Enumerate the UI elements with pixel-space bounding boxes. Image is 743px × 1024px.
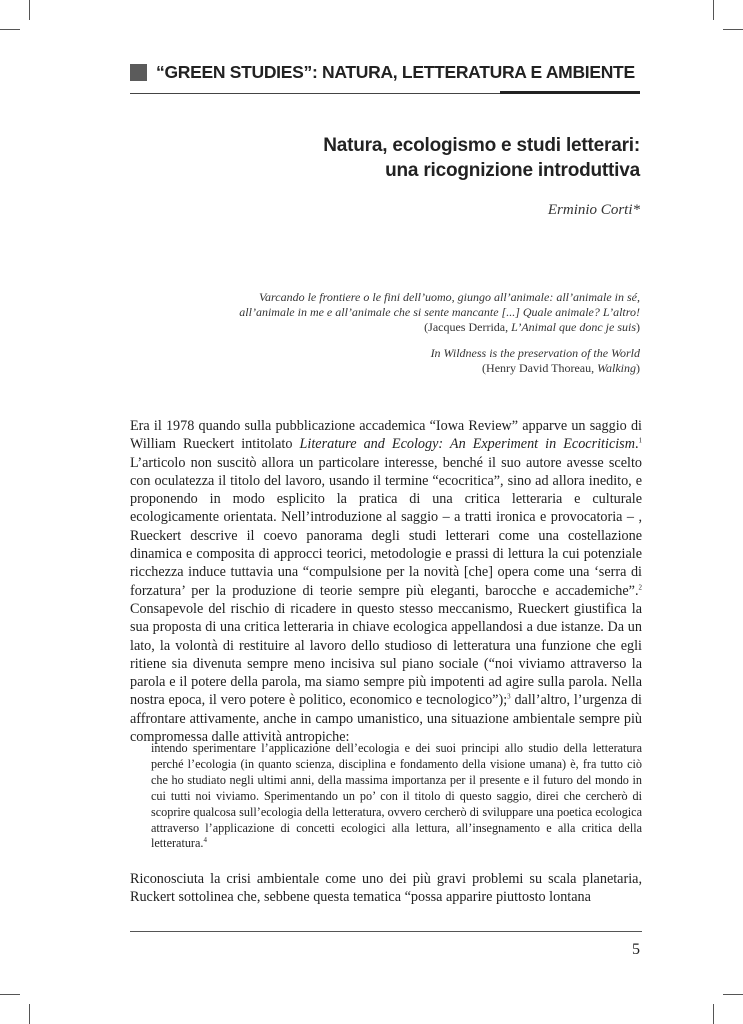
epigraph-quote: Varcando le frontiere o le fini dell’uomo, giungo all’animale: all’animale in sé,: [259, 290, 640, 304]
article-author: Erminio Corti*: [547, 202, 640, 218]
epigraph: [160, 346, 640, 376]
footnote-ref[interactable]: 2: [638, 582, 642, 591]
body-text-run: dall’altro, l’urgenza di affrontare attivamente, anche in campo umanistico, una situazione ambientale sempre più compromessa dalle attività antropiche:: [130, 692, 643, 746]
epigraph-source: [160, 361, 640, 376]
body-text-run: L’articolo non suscitò allora un particolare interesse, benché il suo autore avesse scelto con oculatezza il titolo del lavoro, usando il termine “ecocritica”, sino ad allora inedito, e proponendo in modo esplicito la pratica di una critica letteraria e culturale ecologicamente orientata. Nell’introduzione al saggio – a tratti ironica e provocatoria – , Rueckert descrive il coevo panorama degli studi letterari come una costellazione dinamica e composita di approcci teorici, metodologie e prassi di lettura la cui potenziale ricchezza induce tuttavia una “compulsione per la novità [che] opera come una ‘serra di forzatura’ per la produzione di teorie sempre più eleganti, barocche e accademiche”.: [130, 454, 642, 599]
article-title-line: una ricognizione introduttiva: [385, 160, 640, 181]
epigraph-source-end: ): [636, 320, 640, 334]
body-text-run: Riconosciuta la crisi ambientale come uno dei più gravi problemi su scala planetaria, Ruckert sottolinea che, sebbene questa tematica “possa apparire piuttosto lontana: [130, 871, 642, 906]
crop-mark: [723, 994, 743, 995]
epigraph-quote: all’animale in me e all’animale che si sente mancante [...] Quale animale? L’altro!: [239, 305, 640, 319]
crop-mark: [29, 0, 30, 20]
body-paragraph: [130, 870, 642, 907]
section-title: “GREEN STUDIES”: NATURA, LETTERATURA E AMBIENTE: [156, 62, 635, 82]
footnote-ref[interactable]: 1: [638, 436, 642, 445]
body-text-run: .: [634, 436, 639, 453]
body-paragraph: [130, 417, 642, 746]
page-number: 5: [632, 941, 640, 958]
footer-rule: [130, 931, 642, 932]
epigraph-source-end: ): [636, 361, 640, 375]
epigraph-source-author: (Jacques Derrida,: [424, 320, 512, 334]
header-rule-accent: [500, 91, 640, 94]
body-text-run: Consapevole del rischio di ricadere in questo stesso meccanismo, Rueckert giustifica la sua proposta di una critica letteraria in chiave ecologica appellandosi a due istanze. Da un lato, la volontà di restituire al lavoro dello studioso di letteratura una funzione che egli ritiene sia divenuta sempre meno incisiva sul piano sociale (“noi viviamo attraverso la parola e il potere della parola, ma siamo sempre più impotenti ad agire sulla parola. Nella nostra epoca, il vero potere è politico, economico e tecnologico”);: [130, 600, 642, 709]
epigraph-source-title: Walking: [597, 361, 636, 375]
section-marker-square: [130, 64, 147, 81]
block-quote-text: intendo sperimentare l’applicazione dell’ecologia e dei suoi principi allo studio della letteratura perché l’ecologia (in quanto scienza, disciplina e fondamento della visione umana) è, fra tutto ciò che ho studiato negli ultimi anni, della massima importanza per il presente e il futuro del mondo in cui tutti noi viviamo. Sperimentando un po’ con il titolo di questo saggio, direi che cercherò di scoprire qualcosa sull’ecologia della letteratura, ovvero cercherò di sviluppare una poetica ecologica attraverso l’applicazione di concetti ecologici alla lettura, all’insegnamento e alla critica della letteratura.: [151, 741, 642, 851]
crop-mark: [713, 1004, 714, 1024]
article-title-line: Natura, ecologismo e studi letterari:: [323, 135, 640, 156]
crop-mark: [0, 994, 20, 995]
crop-mark: [713, 0, 714, 20]
block-quote: [151, 741, 642, 852]
footnote-ref[interactable]: 4: [203, 836, 207, 845]
epigraph-source-title: L’Animal que donc je suis: [511, 320, 636, 334]
body-text-run: Era il 1978 quando sulla pubblicazione accademica “Iowa Review” apparve un saggio di William Rueckert intitolato: [130, 418, 642, 453]
cited-title: Literature and Ecology: An Experiment in Ecocriticism: [299, 436, 635, 453]
footnote-ref[interactable]: 3: [507, 692, 511, 701]
epigraph-quote: In Wildness is the preservation of the World: [430, 346, 640, 360]
crop-mark: [723, 29, 743, 30]
epigraph-source-author: (Henry David Thoreau,: [482, 361, 598, 375]
epigraph: [160, 290, 640, 335]
article-title: [180, 133, 640, 183]
crop-mark: [0, 29, 20, 30]
epigraph-source: [160, 320, 640, 335]
crop-mark: [29, 1004, 30, 1024]
